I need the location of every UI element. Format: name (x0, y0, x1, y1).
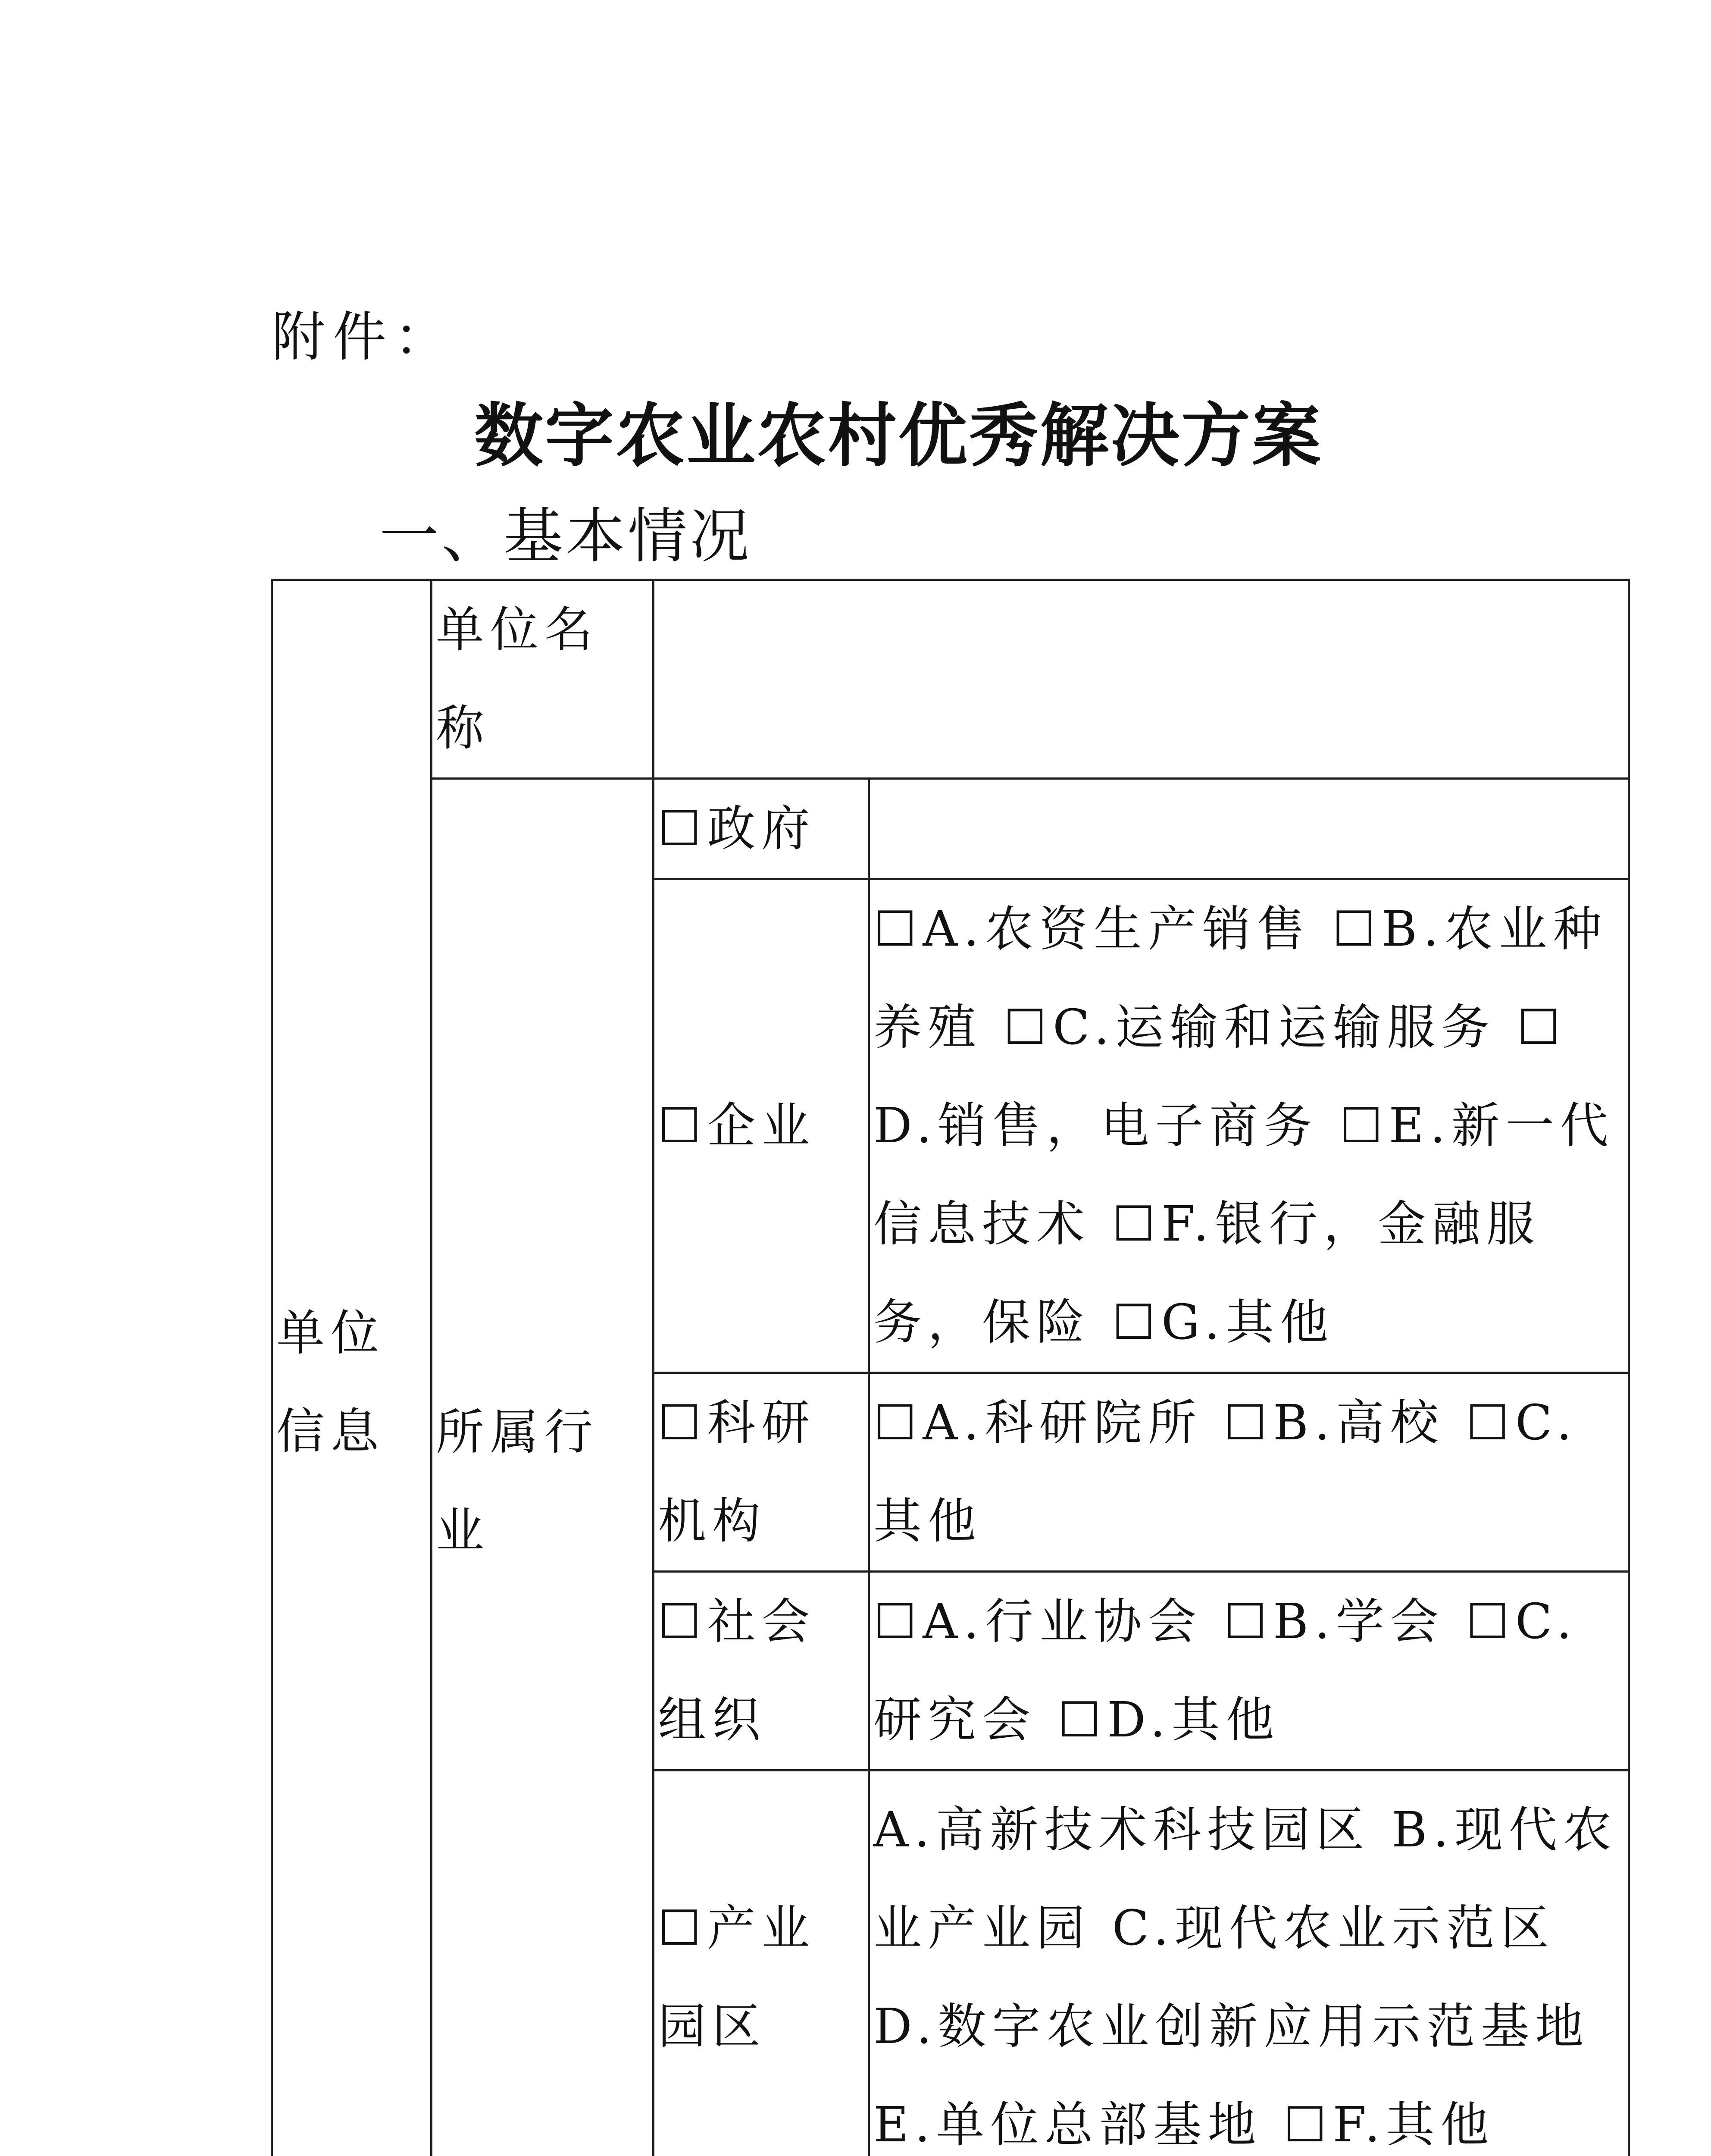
industry-label: 所属行业 (436, 1404, 599, 1559)
industry-label-cell (432, 779, 654, 2156)
options-cell-industrial-park[interactable] (869, 1771, 1629, 2156)
category-enterprise: ☐企业 (658, 1098, 816, 1154)
category-cell-industrial-park[interactable] (654, 1771, 869, 2156)
group-label: 单位信息 (276, 1305, 385, 1460)
section-heading: 一、基本情况 (379, 501, 752, 571)
options-industrial-park: A.高新技术科技园区 B.现代农业产业园 C.现代农业示范区 D.数字农业创新应用示范基地 E.单位总部基地 ☐F.其他 (873, 1802, 1617, 2153)
unit-name-label: 单位名称 (436, 602, 599, 756)
document-title: 数字农业农村优秀解决方案 (474, 395, 1323, 476)
table-row-unit-name (272, 580, 1629, 779)
category-social-organization: ☐社会组织 (658, 1594, 816, 1748)
category-cell-research-institute[interactable] (654, 1373, 869, 1572)
options-enterprise: ☐A.农资生产销售 ☐B.农业种养殖 ☐C.运输和运输服务 ☐D.销售，电子商务 ☐E.新一代信息技术 ☐F.银行，金融服务，保险 ☐G.其他 (873, 901, 1614, 1351)
category-cell-social-organization[interactable] (654, 1572, 869, 1771)
category-cell-enterprise[interactable] (654, 879, 869, 1373)
attachment-label: 附件： (272, 306, 456, 368)
options-cell-government (869, 779, 1629, 879)
group-label-cell (272, 580, 432, 2156)
options-cell-social-organization[interactable] (869, 1572, 1629, 1771)
unit-name-label-cell (432, 580, 654, 779)
options-social-organization: ☐A.行业协会 ☐B.学会 ☐C.研究会 ☐D.其他 (873, 1594, 1578, 1748)
table-row-government (272, 779, 1629, 879)
category-research-institute: ☐科研机构 (658, 1395, 816, 1549)
basic-info-table (271, 579, 1630, 2156)
options-research-institute: ☐A.科研院所 ☐B.高校 ☐C.其他 (873, 1395, 1578, 1549)
options-cell-enterprise[interactable] (869, 879, 1629, 1373)
category-cell-government[interactable] (654, 779, 869, 879)
category-industrial-park: ☐产业园区 (658, 1900, 816, 2055)
unit-name-value-cell[interactable] (654, 580, 1629, 779)
category-government: ☐政府 (658, 801, 816, 857)
options-cell-research-institute[interactable] (869, 1373, 1629, 1572)
